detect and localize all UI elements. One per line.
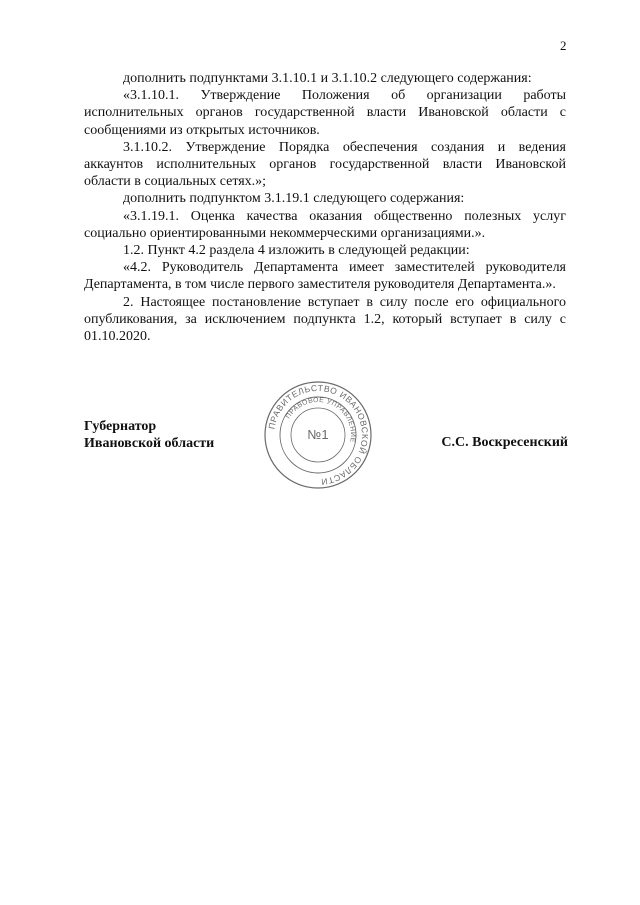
page-number: 2 <box>560 38 567 53</box>
document-body <box>84 70 566 345</box>
paragraph: «3.1.10.1. Утверждение Положения об организации работы исполнительных органов государственной власти Ивановской области с сообщениями из открытых источников. <box>84 88 566 138</box>
signatory-name: С.С. Воскресенский <box>441 435 568 450</box>
seal-inner-text: ПРАВОВОЕ УПРАВЛЕНИЕ <box>284 396 357 444</box>
paragraph: «3.1.19.1. Оценка качества оказания общественно полезных услуг социально ориентированными некоммерческими организациями.». <box>84 208 566 241</box>
seal-ring-text: ПРАВИТЕЛЬСТВО ИВАНОВСКОЙ ОБЛАСТИ <box>266 382 371 488</box>
paragraph: 2. Настоящее постановление вступает в силу после его официального опубликования, за исключением подпункта 1.2, который вступает в силу с 01.10.2020. <box>84 294 566 345</box>
signatory-title <box>84 418 214 452</box>
paragraph: дополнить подпунктом 3.1.19.1 следующего содержания: <box>123 191 465 207</box>
paragraph: «4.2. Руководитель Департамента имеет заместителей руководителя Департамента, в том числе первого заместителя руководителя Департамента.». <box>84 260 566 293</box>
official-seal <box>262 379 374 491</box>
paragraph: дополнить подпунктами 3.1.10.1 и 3.1.10.2 следующего содержания: <box>123 71 532 86</box>
signatory-title-line-2: Ивановской области <box>84 436 215 451</box>
seal-number: №1 <box>307 427 329 442</box>
paragraph: 3.1.10.2. Утверждение Порядка обеспечения создания и ведения аккаунтов исполнительных органов государственной власти Ивановской области в социальных сетях.»; <box>84 139 566 190</box>
paragraph: 1.2. Пункт 4.2 раздела 4 изложить в следующей редакции: <box>123 243 470 259</box>
signatory-title-line-1: Губернатор <box>84 419 157 434</box>
